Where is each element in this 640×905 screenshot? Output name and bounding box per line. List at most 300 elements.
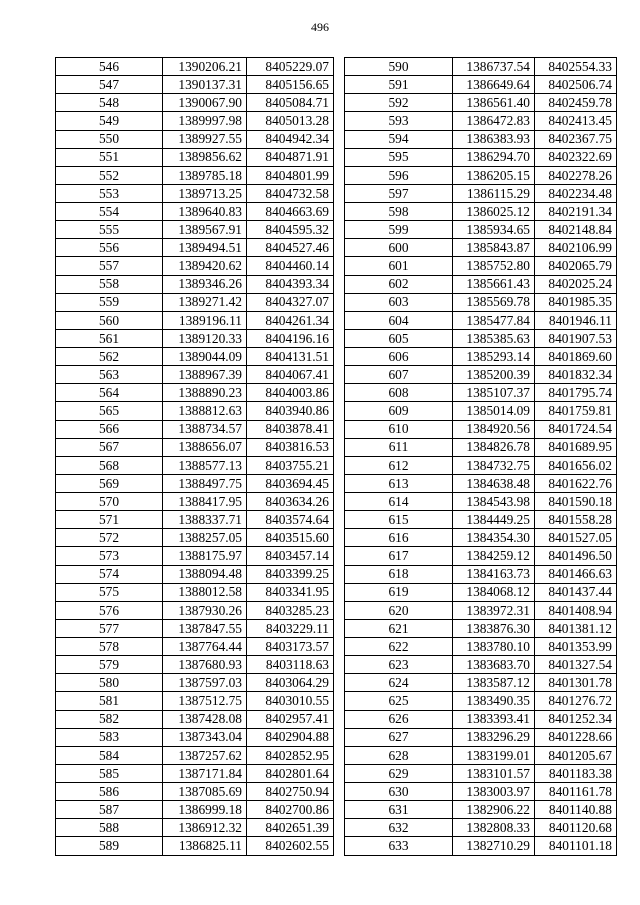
table-row xyxy=(345,619,617,637)
table-row xyxy=(56,76,334,94)
point-number-cell: 567 xyxy=(56,438,163,456)
x-coordinate-cell: 1383296.29 xyxy=(453,728,535,746)
table-row xyxy=(345,674,617,692)
x-coordinate-cell: 1386999.18 xyxy=(163,801,247,819)
table-row xyxy=(345,511,617,529)
table-row xyxy=(56,837,334,855)
point-number-cell: 566 xyxy=(56,420,163,438)
y-coordinate-cell: 8401724.54 xyxy=(535,420,617,438)
point-number-cell: 554 xyxy=(56,203,163,221)
x-coordinate-cell: 1386737.54 xyxy=(453,58,535,76)
y-coordinate-cell: 8404801.99 xyxy=(247,166,334,184)
point-number-cell: 593 xyxy=(345,112,453,130)
table-row xyxy=(56,728,334,746)
x-coordinate-cell: 1387512.75 xyxy=(163,692,247,710)
y-coordinate-cell: 8403064.29 xyxy=(247,674,334,692)
x-coordinate-cell: 1390067.90 xyxy=(163,94,247,112)
x-coordinate-cell: 1388417.95 xyxy=(163,493,247,511)
y-coordinate-cell: 8405084.71 xyxy=(247,94,334,112)
x-coordinate-cell: 1384543.98 xyxy=(453,493,535,511)
point-number-cell: 577 xyxy=(56,619,163,637)
y-coordinate-cell: 8402957.41 xyxy=(247,710,334,728)
y-coordinate-cell: 8402750.94 xyxy=(247,783,334,801)
y-coordinate-cell: 8401795.74 xyxy=(535,384,617,402)
x-coordinate-cell: 1382808.33 xyxy=(453,819,535,837)
x-coordinate-cell: 1385843.87 xyxy=(453,239,535,257)
table-row xyxy=(56,583,334,601)
x-coordinate-cell: 1389785.18 xyxy=(163,166,247,184)
y-coordinate-cell: 8403515.60 xyxy=(247,529,334,547)
y-coordinate-cell: 8402234.48 xyxy=(535,184,617,202)
x-coordinate-cell: 1385014.09 xyxy=(453,402,535,420)
y-coordinate-cell: 8405013.28 xyxy=(247,112,334,130)
point-number-cell: 597 xyxy=(345,184,453,202)
y-coordinate-cell: 8404460.14 xyxy=(247,257,334,275)
point-number-cell: 572 xyxy=(56,529,163,547)
y-coordinate-cell: 8401161.78 xyxy=(535,783,617,801)
point-number-cell: 625 xyxy=(345,692,453,710)
point-number-cell: 598 xyxy=(345,203,453,221)
point-number-cell: 564 xyxy=(56,384,163,402)
x-coordinate-cell: 1386383.93 xyxy=(453,130,535,148)
table-row xyxy=(345,493,617,511)
y-coordinate-cell: 8401689.95 xyxy=(535,438,617,456)
table-row xyxy=(345,203,617,221)
table-row xyxy=(56,456,334,474)
table-row xyxy=(345,293,617,311)
point-number-cell: 631 xyxy=(345,801,453,819)
y-coordinate-cell: 8401527.05 xyxy=(535,529,617,547)
y-coordinate-cell: 8403574.64 xyxy=(247,511,334,529)
y-coordinate-cell: 8401466.63 xyxy=(535,565,617,583)
point-number-cell: 549 xyxy=(56,112,163,130)
point-number-cell: 582 xyxy=(56,710,163,728)
y-coordinate-cell: 8405156.65 xyxy=(247,76,334,94)
y-coordinate-cell: 8401353.99 xyxy=(535,638,617,656)
point-number-cell: 607 xyxy=(345,366,453,384)
table-row xyxy=(56,239,334,257)
x-coordinate-cell: 1386294.70 xyxy=(453,148,535,166)
y-coordinate-cell: 8403118.63 xyxy=(247,656,334,674)
x-coordinate-cell: 1389713.25 xyxy=(163,184,247,202)
y-coordinate-cell: 8404131.51 xyxy=(247,348,334,366)
table-row xyxy=(56,746,334,764)
point-number-cell: 608 xyxy=(345,384,453,402)
y-coordinate-cell: 8402904.88 xyxy=(247,728,334,746)
point-number-cell: 565 xyxy=(56,402,163,420)
y-coordinate-cell: 8402025.24 xyxy=(535,275,617,293)
x-coordinate-cell: 1382710.29 xyxy=(453,837,535,855)
table-row xyxy=(345,239,617,257)
table-row xyxy=(345,801,617,819)
point-number-cell: 581 xyxy=(56,692,163,710)
y-coordinate-cell: 8403878.41 xyxy=(247,420,334,438)
x-coordinate-cell: 1387764.44 xyxy=(163,638,247,656)
x-coordinate-cell: 1389346.26 xyxy=(163,275,247,293)
x-coordinate-cell: 1383199.01 xyxy=(453,746,535,764)
y-coordinate-cell: 8401327.54 xyxy=(535,656,617,674)
table-row xyxy=(345,529,617,547)
point-number-cell: 615 xyxy=(345,511,453,529)
y-coordinate-cell: 8401496.50 xyxy=(535,547,617,565)
point-number-cell: 627 xyxy=(345,728,453,746)
y-coordinate-cell: 8402322.69 xyxy=(535,148,617,166)
point-number-cell: 617 xyxy=(345,547,453,565)
x-coordinate-cell: 1389640.83 xyxy=(163,203,247,221)
y-coordinate-cell: 8402852.95 xyxy=(247,746,334,764)
point-number-cell: 580 xyxy=(56,674,163,692)
point-number-cell: 570 xyxy=(56,493,163,511)
x-coordinate-cell: 1384163.73 xyxy=(453,565,535,583)
x-coordinate-cell: 1388175.97 xyxy=(163,547,247,565)
point-number-cell: 555 xyxy=(56,221,163,239)
table-row xyxy=(345,438,617,456)
x-coordinate-cell: 1387680.93 xyxy=(163,656,247,674)
table-row xyxy=(345,764,617,782)
x-coordinate-cell: 1387171.84 xyxy=(163,764,247,782)
point-number-cell: 556 xyxy=(56,239,163,257)
table-row xyxy=(345,166,617,184)
table-row xyxy=(56,692,334,710)
table-row xyxy=(56,565,334,583)
table-row xyxy=(345,837,617,855)
y-coordinate-cell: 8402459.78 xyxy=(535,94,617,112)
x-coordinate-cell: 1389120.33 xyxy=(163,329,247,347)
x-coordinate-cell: 1388890.23 xyxy=(163,384,247,402)
point-number-cell: 621 xyxy=(345,619,453,637)
x-coordinate-cell: 1387597.03 xyxy=(163,674,247,692)
x-coordinate-cell: 1387085.69 xyxy=(163,783,247,801)
x-coordinate-cell: 1384259.12 xyxy=(453,547,535,565)
y-coordinate-cell: 8403755.21 xyxy=(247,456,334,474)
y-coordinate-cell: 8402554.33 xyxy=(535,58,617,76)
table-row xyxy=(345,420,617,438)
x-coordinate-cell: 1384068.12 xyxy=(453,583,535,601)
y-coordinate-cell: 8402801.64 xyxy=(247,764,334,782)
y-coordinate-cell: 8401656.02 xyxy=(535,456,617,474)
y-coordinate-cell: 8402602.55 xyxy=(247,837,334,855)
table-row xyxy=(56,819,334,837)
x-coordinate-cell: 1386472.83 xyxy=(453,112,535,130)
point-number-cell: 576 xyxy=(56,601,163,619)
table-row xyxy=(345,547,617,565)
y-coordinate-cell: 8401558.28 xyxy=(535,511,617,529)
y-coordinate-cell: 8401101.18 xyxy=(535,837,617,855)
table-row xyxy=(345,76,617,94)
x-coordinate-cell: 1389044.09 xyxy=(163,348,247,366)
point-number-cell: 568 xyxy=(56,456,163,474)
y-coordinate-cell: 8404196.16 xyxy=(247,329,334,347)
table-row xyxy=(56,511,334,529)
x-coordinate-cell: 1385661.43 xyxy=(453,275,535,293)
point-number-cell: 590 xyxy=(345,58,453,76)
point-number-cell: 586 xyxy=(56,783,163,801)
point-number-cell: 633 xyxy=(345,837,453,855)
y-coordinate-cell: 8401408.94 xyxy=(535,601,617,619)
x-coordinate-cell: 1383587.12 xyxy=(453,674,535,692)
point-number-cell: 599 xyxy=(345,221,453,239)
x-coordinate-cell: 1385385.63 xyxy=(453,329,535,347)
table-row xyxy=(56,547,334,565)
y-coordinate-cell: 8402065.79 xyxy=(535,257,617,275)
y-coordinate-cell: 8401832.34 xyxy=(535,366,617,384)
table-row xyxy=(345,275,617,293)
table-row xyxy=(56,329,334,347)
point-number-cell: 552 xyxy=(56,166,163,184)
point-number-cell: 591 xyxy=(345,76,453,94)
point-number-cell: 595 xyxy=(345,148,453,166)
x-coordinate-cell: 1388734.57 xyxy=(163,420,247,438)
y-coordinate-cell: 8404663.69 xyxy=(247,203,334,221)
y-coordinate-cell: 8403694.45 xyxy=(247,474,334,492)
table-row xyxy=(56,257,334,275)
y-coordinate-cell: 8403010.55 xyxy=(247,692,334,710)
x-coordinate-cell: 1385752.80 xyxy=(453,257,535,275)
table-row xyxy=(56,130,334,148)
x-coordinate-cell: 1387257.62 xyxy=(163,746,247,764)
table-row xyxy=(345,184,617,202)
point-number-cell: 548 xyxy=(56,94,163,112)
point-number-cell: 563 xyxy=(56,366,163,384)
x-coordinate-cell: 1388577.13 xyxy=(163,456,247,474)
point-number-cell: 583 xyxy=(56,728,163,746)
table-row xyxy=(345,311,617,329)
point-number-cell: 619 xyxy=(345,583,453,601)
table-row xyxy=(56,293,334,311)
x-coordinate-cell: 1384732.75 xyxy=(453,456,535,474)
x-coordinate-cell: 1386115.29 xyxy=(453,184,535,202)
table-row xyxy=(56,674,334,692)
point-number-cell: 559 xyxy=(56,293,163,311)
y-coordinate-cell: 8402148.84 xyxy=(535,221,617,239)
point-number-cell: 618 xyxy=(345,565,453,583)
point-number-cell: 560 xyxy=(56,311,163,329)
y-coordinate-cell: 8404732.58 xyxy=(247,184,334,202)
coordinates-table-left xyxy=(55,57,334,856)
x-coordinate-cell: 1390137.31 xyxy=(163,76,247,94)
point-number-cell: 589 xyxy=(56,837,163,855)
y-coordinate-cell: 8402367.75 xyxy=(535,130,617,148)
y-coordinate-cell: 8401120.68 xyxy=(535,819,617,837)
y-coordinate-cell: 8404595.32 xyxy=(247,221,334,239)
point-number-cell: 628 xyxy=(345,746,453,764)
table-row xyxy=(56,710,334,728)
table-row xyxy=(345,94,617,112)
y-coordinate-cell: 8401252.34 xyxy=(535,710,617,728)
point-number-cell: 547 xyxy=(56,76,163,94)
point-number-cell: 630 xyxy=(345,783,453,801)
point-number-cell: 579 xyxy=(56,656,163,674)
point-number-cell: 587 xyxy=(56,801,163,819)
y-coordinate-cell: 8403634.26 xyxy=(247,493,334,511)
point-number-cell: 609 xyxy=(345,402,453,420)
table-row xyxy=(56,348,334,366)
x-coordinate-cell: 1388012.58 xyxy=(163,583,247,601)
point-number-cell: 604 xyxy=(345,311,453,329)
table-row xyxy=(345,692,617,710)
point-number-cell: 561 xyxy=(56,329,163,347)
y-coordinate-cell: 8401228.66 xyxy=(535,728,617,746)
y-coordinate-cell: 8403457.14 xyxy=(247,547,334,565)
table-row xyxy=(56,148,334,166)
y-coordinate-cell: 8403285.23 xyxy=(247,601,334,619)
table-row xyxy=(56,638,334,656)
table-row xyxy=(56,275,334,293)
table-row xyxy=(345,783,617,801)
table-row xyxy=(345,656,617,674)
y-coordinate-cell: 8401205.67 xyxy=(535,746,617,764)
point-number-cell: 585 xyxy=(56,764,163,782)
y-coordinate-cell: 8403816.53 xyxy=(247,438,334,456)
point-number-cell: 588 xyxy=(56,819,163,837)
x-coordinate-cell: 1386025.12 xyxy=(453,203,535,221)
point-number-cell: 624 xyxy=(345,674,453,692)
y-coordinate-cell: 8401759.81 xyxy=(535,402,617,420)
point-number-cell: 550 xyxy=(56,130,163,148)
table-row xyxy=(345,366,617,384)
table-row xyxy=(345,130,617,148)
point-number-cell: 623 xyxy=(345,656,453,674)
point-number-cell: 578 xyxy=(56,638,163,656)
x-coordinate-cell: 1387847.55 xyxy=(163,619,247,637)
x-coordinate-cell: 1386561.40 xyxy=(453,94,535,112)
point-number-cell: 601 xyxy=(345,257,453,275)
x-coordinate-cell: 1389927.55 xyxy=(163,130,247,148)
table-row xyxy=(345,746,617,764)
point-number-cell: 616 xyxy=(345,529,453,547)
y-coordinate-cell: 8401381.12 xyxy=(535,619,617,637)
table-row xyxy=(56,203,334,221)
table-row xyxy=(56,112,334,130)
x-coordinate-cell: 1388497.75 xyxy=(163,474,247,492)
y-coordinate-cell: 8401622.76 xyxy=(535,474,617,492)
table-row xyxy=(345,638,617,656)
x-coordinate-cell: 1388967.39 xyxy=(163,366,247,384)
table-row xyxy=(56,764,334,782)
y-coordinate-cell: 8401437.44 xyxy=(535,583,617,601)
point-number-cell: 600 xyxy=(345,239,453,257)
table-row xyxy=(56,384,334,402)
table-row xyxy=(345,148,617,166)
y-coordinate-cell: 8402506.74 xyxy=(535,76,617,94)
y-coordinate-cell: 8403341.95 xyxy=(247,583,334,601)
x-coordinate-cell: 1389420.62 xyxy=(163,257,247,275)
point-number-cell: 603 xyxy=(345,293,453,311)
x-coordinate-cell: 1382906.22 xyxy=(453,801,535,819)
x-coordinate-cell: 1386912.32 xyxy=(163,819,247,837)
table-row xyxy=(56,619,334,637)
x-coordinate-cell: 1384354.30 xyxy=(453,529,535,547)
point-number-cell: 575 xyxy=(56,583,163,601)
x-coordinate-cell: 1388812.63 xyxy=(163,402,247,420)
y-coordinate-cell: 8405229.07 xyxy=(247,58,334,76)
x-coordinate-cell: 1384826.78 xyxy=(453,438,535,456)
x-coordinate-cell: 1389997.98 xyxy=(163,112,247,130)
y-coordinate-cell: 8402651.39 xyxy=(247,819,334,837)
x-coordinate-cell: 1385200.39 xyxy=(453,366,535,384)
x-coordinate-cell: 1390206.21 xyxy=(163,58,247,76)
point-number-cell: 571 xyxy=(56,511,163,529)
x-coordinate-cell: 1383683.70 xyxy=(453,656,535,674)
y-coordinate-cell: 8401301.78 xyxy=(535,674,617,692)
x-coordinate-cell: 1383972.31 xyxy=(453,601,535,619)
x-coordinate-cell: 1385107.37 xyxy=(453,384,535,402)
point-number-cell: 569 xyxy=(56,474,163,492)
x-coordinate-cell: 1387428.08 xyxy=(163,710,247,728)
point-number-cell: 626 xyxy=(345,710,453,728)
table-row xyxy=(56,402,334,420)
table-row xyxy=(56,474,334,492)
table-row xyxy=(56,58,334,76)
x-coordinate-cell: 1383393.41 xyxy=(453,710,535,728)
table-row xyxy=(345,583,617,601)
point-number-cell: 611 xyxy=(345,438,453,456)
point-number-cell: 558 xyxy=(56,275,163,293)
point-number-cell: 574 xyxy=(56,565,163,583)
point-number-cell: 613 xyxy=(345,474,453,492)
table-row xyxy=(56,529,334,547)
table-row xyxy=(345,402,617,420)
table-row xyxy=(345,565,617,583)
table-row xyxy=(345,257,617,275)
x-coordinate-cell: 1384449.25 xyxy=(453,511,535,529)
x-coordinate-cell: 1389567.91 xyxy=(163,221,247,239)
point-number-cell: 629 xyxy=(345,764,453,782)
table-row xyxy=(56,366,334,384)
y-coordinate-cell: 8403229.11 xyxy=(247,619,334,637)
point-number-cell: 622 xyxy=(345,638,453,656)
y-coordinate-cell: 8401946.11 xyxy=(535,311,617,329)
y-coordinate-cell: 8401985.35 xyxy=(535,293,617,311)
table-row xyxy=(345,474,617,492)
y-coordinate-cell: 8404527.46 xyxy=(247,239,334,257)
table-row xyxy=(56,438,334,456)
table-row xyxy=(345,221,617,239)
table-row xyxy=(56,783,334,801)
table-row xyxy=(345,710,617,728)
x-coordinate-cell: 1388656.07 xyxy=(163,438,247,456)
y-coordinate-cell: 8402700.86 xyxy=(247,801,334,819)
y-coordinate-cell: 8404942.34 xyxy=(247,130,334,148)
x-coordinate-cell: 1384920.56 xyxy=(453,420,535,438)
y-coordinate-cell: 8401183.38 xyxy=(535,764,617,782)
y-coordinate-cell: 8401869.60 xyxy=(535,348,617,366)
point-number-cell: 562 xyxy=(56,348,163,366)
y-coordinate-cell: 8401276.72 xyxy=(535,692,617,710)
x-coordinate-cell: 1388257.05 xyxy=(163,529,247,547)
point-number-cell: 573 xyxy=(56,547,163,565)
x-coordinate-cell: 1383780.10 xyxy=(453,638,535,656)
x-coordinate-cell: 1385477.84 xyxy=(453,311,535,329)
table-row xyxy=(56,656,334,674)
y-coordinate-cell: 8404871.91 xyxy=(247,148,334,166)
y-coordinate-cell: 8401590.18 xyxy=(535,493,617,511)
point-number-cell: 553 xyxy=(56,184,163,202)
x-coordinate-cell: 1383876.30 xyxy=(453,619,535,637)
x-coordinate-cell: 1388094.48 xyxy=(163,565,247,583)
point-number-cell: 605 xyxy=(345,329,453,347)
point-number-cell: 557 xyxy=(56,257,163,275)
y-coordinate-cell: 8403173.57 xyxy=(247,638,334,656)
coordinates-table-right xyxy=(344,57,617,856)
x-coordinate-cell: 1386649.64 xyxy=(453,76,535,94)
point-number-cell: 592 xyxy=(345,94,453,112)
table-row xyxy=(345,112,617,130)
table-row xyxy=(56,420,334,438)
x-coordinate-cell: 1389856.62 xyxy=(163,148,247,166)
x-coordinate-cell: 1389271.42 xyxy=(163,293,247,311)
point-number-cell: 546 xyxy=(56,58,163,76)
